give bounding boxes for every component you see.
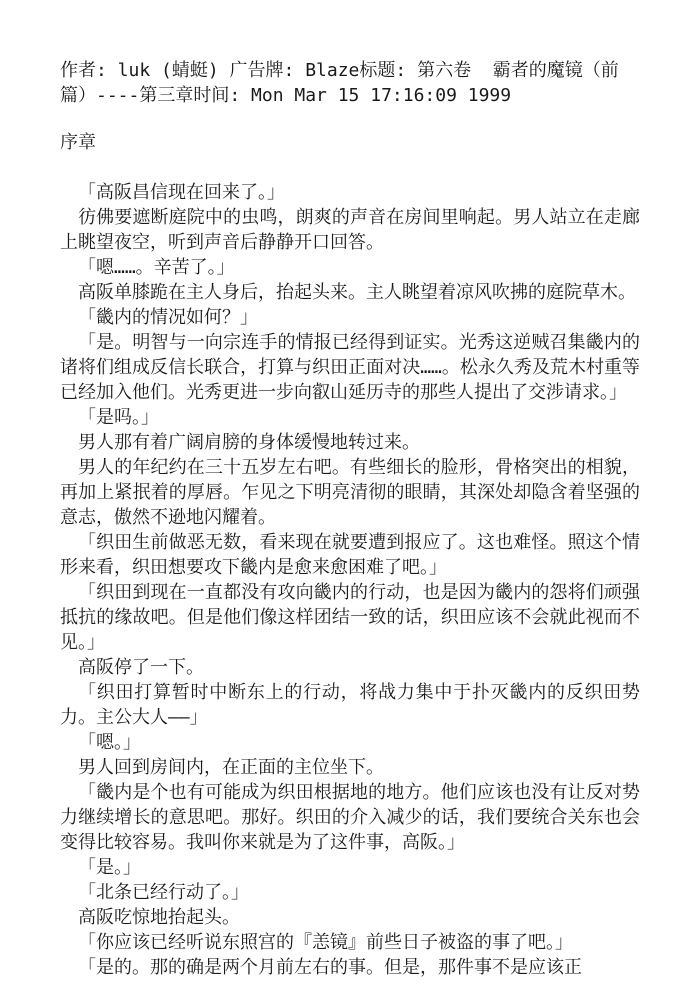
- section-title: 序章: [60, 132, 96, 153]
- paragraph: 彷佛要遮断庭院中的虫鸣，朗爽的声音在房间里响起。男人站立在走廊上眺望夜空，听到声音后静静开口回答。: [60, 207, 640, 253]
- paragraph: 「你应该已经听说东照宫的『恙镜』前些日子被盗的事了吧。」: [78, 932, 573, 953]
- paragraph: 「是吗。」: [78, 407, 159, 428]
- post-header: 作者: luk (蜻蜓) 广告牌: Blaze标题: 第六卷 霸者的魔镜（前篇）----第三章时间: Mon Mar 15 17:16:09 1999: [60, 60, 619, 106]
- paragraph: 「嗯……。辛苦了。」: [78, 257, 235, 278]
- paragraph: 「是的。那的确是两个月前左右的事。但是，那件事不是应该正: [78, 957, 582, 978]
- paragraph: 男人的年纪约在三十五岁左右吧。有些细长的脸形，骨格突出的相貌，再加上紧抿着的厚唇。乍见之下明亮清彻的眼睛，其深处却隐含着坚强的意志，傲然不逊地闪耀着。: [60, 457, 640, 528]
- paragraph: 高阪单膝跪在主人身后，抬起头来。主人眺望着凉风吹拂的庭院草木。: [78, 282, 636, 303]
- paragraph: 「畿内是个也有可能成为织田根据地的地方。他们应该也没有让反对势力继续增长的意思吧。那好。织田的介入减少的话，我们要统合关东也会变得比较容易。我叫你来就是为了这件事，高阪。」: [60, 782, 640, 853]
- paragraph: 「是。」: [78, 857, 141, 878]
- paragraph: 「是。明智与一向宗连手的情报已经得到证实。光秀这逆贼召集畿内的诸将们组成反信长联合，打算与织田正面对决……。松永久秀及荒木村重等已经加入他们。光秀更进一步向叡山延历寺的那些人提出了交涉请求。」: [60, 332, 640, 403]
- document-page: [60, 58, 640, 980]
- paragraph: 「织田生前做恶无数，看来现在就要遭到报应了。这也难怪。照这个情形来看，织田想要攻下畿内是愈来愈困难了吧。」: [60, 532, 640, 578]
- paragraph: 「嗯。」: [78, 732, 141, 753]
- paragraph: 「畿内的情况如何？」: [78, 307, 258, 328]
- paragraph: 「织田打算暂时中断东上的行动，将战力集中于扑灭畿内的反织田势力。主公大人——」: [60, 682, 640, 728]
- paragraph: 男人那有着广阔肩膀的身体缓慢地转过来。: [78, 432, 420, 453]
- paragraph: 「北条已经行动了。」: [78, 882, 249, 903]
- paragraph: 高阪吃惊地抬起头。: [78, 907, 240, 928]
- paragraph: 「织田到现在一直都没有攻向畿内的行动，也是因为畿内的怨将们顽强抵抗的缘故吧。但是他们像这样团结一致的话，织田应该不会就此视而不见。」: [60, 582, 640, 653]
- document-body: [60, 180, 640, 980]
- paragraph: 高阪停了一下。: [78, 657, 204, 678]
- paragraph: 男人回到房间内，在正面的主位坐下。: [78, 757, 384, 778]
- paragraph: 「高阪昌信现在回来了。」: [78, 182, 285, 203]
